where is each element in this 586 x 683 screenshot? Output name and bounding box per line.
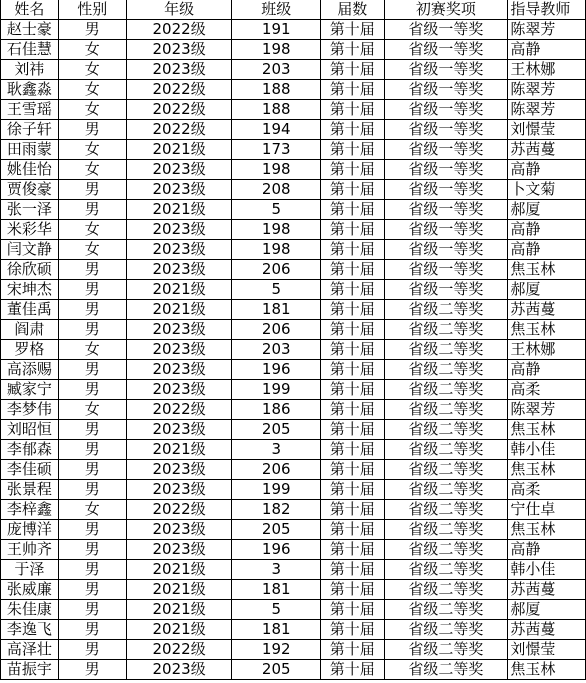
cell-gender: 男 <box>58 280 126 300</box>
cell-teacher: 宁仕卓 <box>508 500 586 520</box>
cell-session: 第十届 <box>321 300 385 320</box>
table-row <box>1 200 586 220</box>
cell-class: 206 <box>232 460 321 480</box>
cell-name: 李梓鑫 <box>1 500 59 520</box>
cell-award: 省级二等奖 <box>384 400 508 420</box>
cell-session: 第十届 <box>321 660 385 680</box>
cell-name: 李梦伟 <box>1 400 59 420</box>
table-row <box>1 360 586 380</box>
cell-name: 赵士豪 <box>1 20 59 40</box>
cell-teacher: 焦玉林 <box>508 660 586 680</box>
cell-teacher: 高柔 <box>508 480 586 500</box>
cell-class: 3 <box>232 560 321 580</box>
header-class: 班级 <box>232 0 321 20</box>
cell-session: 第十届 <box>321 600 385 620</box>
cell-name: 李逸飞 <box>1 620 59 640</box>
cell-session: 第十届 <box>321 220 385 240</box>
cell-session: 第十届 <box>321 400 385 420</box>
cell-class: 208 <box>232 180 321 200</box>
cell-name: 张威廉 <box>1 580 59 600</box>
cell-grade: 2022级 <box>126 20 232 40</box>
cell-award: 省级二等奖 <box>384 300 508 320</box>
cell-gender: 女 <box>58 100 126 120</box>
cell-teacher: 苏茜蔓 <box>508 140 586 160</box>
cell-award: 省级二等奖 <box>384 380 508 400</box>
cell-session: 第十届 <box>321 500 385 520</box>
cell-gender: 男 <box>58 420 126 440</box>
cell-gender: 女 <box>58 80 126 100</box>
cell-award: 省级二等奖 <box>384 580 508 600</box>
cell-award: 省级一等奖 <box>384 180 508 200</box>
cell-session: 第十届 <box>321 440 385 460</box>
cell-award: 省级一等奖 <box>384 60 508 80</box>
cell-teacher: 郝厦 <box>508 200 586 220</box>
table-row <box>1 660 586 680</box>
cell-award: 省级二等奖 <box>384 620 508 640</box>
cell-session: 第十届 <box>321 460 385 480</box>
cell-teacher: 焦玉林 <box>508 520 586 540</box>
cell-grade: 2023级 <box>126 660 232 680</box>
cell-award: 省级二等奖 <box>384 520 508 540</box>
cell-session: 第十届 <box>321 240 385 260</box>
cell-grade: 2023级 <box>126 540 232 560</box>
cell-session: 第十届 <box>321 380 385 400</box>
cell-class: 181 <box>232 580 321 600</box>
cell-gender: 男 <box>58 540 126 560</box>
cell-grade: 2021级 <box>126 580 232 600</box>
cell-gender: 男 <box>58 20 126 40</box>
cell-session: 第十届 <box>321 360 385 380</box>
cell-name: 田雨蒙 <box>1 140 59 160</box>
cell-gender: 男 <box>58 320 126 340</box>
cell-class: 173 <box>232 140 321 160</box>
cell-name: 于泽 <box>1 560 59 580</box>
cell-grade: 2023级 <box>126 240 232 260</box>
table-row <box>1 640 586 660</box>
cell-grade: 2021级 <box>126 440 232 460</box>
cell-session: 第十届 <box>321 480 385 500</box>
cell-gender: 男 <box>58 560 126 580</box>
cell-teacher: 郝厦 <box>508 600 586 620</box>
cell-gender: 男 <box>58 360 126 380</box>
cell-session: 第十届 <box>321 260 385 280</box>
cell-teacher: 刘憬莹 <box>508 640 586 660</box>
cell-gender: 男 <box>58 640 126 660</box>
cell-name: 李佳硕 <box>1 460 59 480</box>
cell-class: 206 <box>232 260 321 280</box>
cell-grade: 2022级 <box>126 500 232 520</box>
cell-award: 省级二等奖 <box>384 660 508 680</box>
cell-gender: 男 <box>58 620 126 640</box>
cell-class: 199 <box>232 380 321 400</box>
table-row <box>1 280 586 300</box>
cell-gender: 男 <box>58 200 126 220</box>
cell-teacher: 陈翠芳 <box>508 20 586 40</box>
cell-session: 第十届 <box>321 200 385 220</box>
cell-class: 205 <box>232 660 321 680</box>
table-row <box>1 60 586 80</box>
cell-gender: 女 <box>58 60 126 80</box>
cell-name: 耿鑫淼 <box>1 80 59 100</box>
cell-grade: 2023级 <box>126 260 232 280</box>
cell-class: 188 <box>232 80 321 100</box>
cell-grade: 2022级 <box>126 120 232 140</box>
cell-teacher: 焦玉林 <box>508 320 586 340</box>
cell-gender: 男 <box>58 380 126 400</box>
cell-teacher: 王林娜 <box>508 340 586 360</box>
cell-gender: 男 <box>58 260 126 280</box>
cell-gender: 男 <box>58 660 126 680</box>
cell-class: 205 <box>232 520 321 540</box>
cell-session: 第十届 <box>321 340 385 360</box>
cell-teacher: 苏茜蔓 <box>508 580 586 600</box>
cell-award: 省级二等奖 <box>384 460 508 480</box>
table-row <box>1 520 586 540</box>
cell-gender: 男 <box>58 600 126 620</box>
cell-award: 省级二等奖 <box>384 440 508 460</box>
table-row <box>1 240 586 260</box>
header-name: 姓名 <box>1 0 59 20</box>
cell-class: 203 <box>232 340 321 360</box>
cell-grade: 2023级 <box>126 360 232 380</box>
cell-name: 王帅齐 <box>1 540 59 560</box>
cell-session: 第十届 <box>321 120 385 140</box>
cell-name: 徐欣硕 <box>1 260 59 280</box>
cell-gender: 男 <box>58 300 126 320</box>
cell-class: 188 <box>232 100 321 120</box>
table-row <box>1 540 586 560</box>
cell-class: 198 <box>232 40 321 60</box>
cell-class: 203 <box>232 60 321 80</box>
cell-teacher: 高静 <box>508 40 586 60</box>
cell-session: 第十届 <box>321 160 385 180</box>
cell-grade: 2023级 <box>126 180 232 200</box>
cell-name: 刘昭恒 <box>1 420 59 440</box>
table-row <box>1 620 586 640</box>
cell-grade: 2021级 <box>126 620 232 640</box>
cell-name: 米彩华 <box>1 220 59 240</box>
header-teacher: 指导教师 <box>508 0 586 20</box>
table-row <box>1 500 586 520</box>
cell-teacher: 韩小佳 <box>508 560 586 580</box>
cell-grade: 2021级 <box>126 140 232 160</box>
table-row <box>1 20 586 40</box>
table-row <box>1 400 586 420</box>
cell-award: 省级二等奖 <box>384 500 508 520</box>
cell-award: 省级二等奖 <box>384 420 508 440</box>
cell-class: 186 <box>232 400 321 420</box>
cell-gender: 女 <box>58 340 126 360</box>
cell-teacher: 陈翠芳 <box>508 400 586 420</box>
table-row <box>1 460 586 480</box>
table-row <box>1 300 586 320</box>
cell-teacher: 苏茜蔓 <box>508 300 586 320</box>
cell-gender: 男 <box>58 520 126 540</box>
header-row <box>1 0 586 20</box>
cell-gender: 女 <box>58 40 126 60</box>
cell-class: 191 <box>232 20 321 40</box>
cell-name: 徐子轩 <box>1 120 59 140</box>
cell-award: 省级二等奖 <box>384 640 508 660</box>
cell-award: 省级二等奖 <box>384 600 508 620</box>
cell-class: 5 <box>232 280 321 300</box>
table-row <box>1 380 586 400</box>
cell-grade: 2023级 <box>126 380 232 400</box>
table-row <box>1 600 586 620</box>
cell-name: 王雪瑶 <box>1 100 59 120</box>
header-session: 届数 <box>321 0 385 20</box>
cell-gender: 男 <box>58 120 126 140</box>
cell-award: 省级一等奖 <box>384 140 508 160</box>
cell-session: 第十届 <box>321 280 385 300</box>
cell-name: 李郁森 <box>1 440 59 460</box>
cell-grade: 2021级 <box>126 560 232 580</box>
cell-session: 第十届 <box>321 20 385 40</box>
cell-award: 省级一等奖 <box>384 20 508 40</box>
cell-award: 省级一等奖 <box>384 160 508 180</box>
cell-class: 5 <box>232 600 321 620</box>
cell-gender: 女 <box>58 500 126 520</box>
cell-class: 194 <box>232 120 321 140</box>
header-gender: 性别 <box>58 0 126 20</box>
cell-class: 192 <box>232 640 321 660</box>
table-body <box>1 20 586 680</box>
cell-teacher: 郝厦 <box>508 280 586 300</box>
cell-class: 196 <box>232 360 321 380</box>
cell-class: 199 <box>232 480 321 500</box>
cell-gender: 男 <box>58 580 126 600</box>
cell-gender: 男 <box>58 480 126 500</box>
cell-class: 182 <box>232 500 321 520</box>
cell-name: 庞博洋 <box>1 520 59 540</box>
cell-award: 省级一等奖 <box>384 220 508 240</box>
cell-session: 第十届 <box>321 640 385 660</box>
cell-grade: 2023级 <box>126 320 232 340</box>
header-award: 初赛奖项 <box>384 0 508 20</box>
cell-gender: 女 <box>58 160 126 180</box>
cell-class: 198 <box>232 240 321 260</box>
cell-grade: 2023级 <box>126 520 232 540</box>
cell-grade: 2021级 <box>126 200 232 220</box>
cell-session: 第十届 <box>321 140 385 160</box>
cell-class: 5 <box>232 200 321 220</box>
cell-grade: 2023级 <box>126 160 232 180</box>
cell-teacher: 焦玉林 <box>508 420 586 440</box>
cell-name: 苗振宇 <box>1 660 59 680</box>
cell-teacher: 高静 <box>508 220 586 240</box>
cell-session: 第十届 <box>321 420 385 440</box>
cell-award: 省级二等奖 <box>384 560 508 580</box>
cell-grade: 2022级 <box>126 100 232 120</box>
cell-name: 姚佳怡 <box>1 160 59 180</box>
cell-name: 宋坤杰 <box>1 280 59 300</box>
cell-award: 省级一等奖 <box>384 80 508 100</box>
cell-class: 206 <box>232 320 321 340</box>
cell-teacher: 陈翠芳 <box>508 80 586 100</box>
cell-grade: 2023级 <box>126 480 232 500</box>
table-row <box>1 120 586 140</box>
cell-grade: 2021级 <box>126 600 232 620</box>
cell-award: 省级一等奖 <box>384 240 508 260</box>
cell-gender: 男 <box>58 180 126 200</box>
cell-session: 第十届 <box>321 540 385 560</box>
cell-class: 181 <box>232 300 321 320</box>
cell-teacher: 陈翠芳 <box>508 100 586 120</box>
cell-award: 省级二等奖 <box>384 540 508 560</box>
cell-teacher: 高静 <box>508 240 586 260</box>
cell-teacher: 王林娜 <box>508 60 586 80</box>
cell-grade: 2023级 <box>126 340 232 360</box>
cell-teacher: 卜文菊 <box>508 180 586 200</box>
cell-gender: 男 <box>58 460 126 480</box>
table-row <box>1 140 586 160</box>
cell-teacher: 高柔 <box>508 380 586 400</box>
table-row <box>1 480 586 500</box>
cell-teacher: 高静 <box>508 360 586 380</box>
cell-teacher: 焦玉林 <box>508 260 586 280</box>
cell-session: 第十届 <box>321 100 385 120</box>
cell-name: 董佳禹 <box>1 300 59 320</box>
cell-session: 第十届 <box>321 520 385 540</box>
cell-name: 贾俊豪 <box>1 180 59 200</box>
cell-teacher: 刘憬莹 <box>508 120 586 140</box>
cell-grade: 2022级 <box>126 640 232 660</box>
cell-award: 省级一等奖 <box>384 200 508 220</box>
table-row <box>1 160 586 180</box>
cell-session: 第十届 <box>321 80 385 100</box>
cell-teacher: 韩小佳 <box>508 440 586 460</box>
cell-award: 省级一等奖 <box>384 120 508 140</box>
table-row <box>1 220 586 240</box>
cell-session: 第十届 <box>321 580 385 600</box>
cell-grade: 2023级 <box>126 60 232 80</box>
cell-grade: 2023级 <box>126 420 232 440</box>
table-row <box>1 320 586 340</box>
cell-grade: 2023级 <box>126 460 232 480</box>
table-row <box>1 40 586 60</box>
cell-name: 高泽壮 <box>1 640 59 660</box>
table-row <box>1 80 586 100</box>
cell-name: 罗格 <box>1 340 59 360</box>
cell-award: 省级二等奖 <box>384 340 508 360</box>
cell-class: 196 <box>232 540 321 560</box>
cell-session: 第十届 <box>321 320 385 340</box>
table-row <box>1 340 586 360</box>
cell-class: 198 <box>232 160 321 180</box>
cell-name: 阎肃 <box>1 320 59 340</box>
cell-teacher: 焦玉林 <box>508 460 586 480</box>
cell-class: 3 <box>232 440 321 460</box>
cell-grade: 2021级 <box>126 300 232 320</box>
cell-grade: 2022级 <box>126 80 232 100</box>
cell-name: 高添赐 <box>1 360 59 380</box>
cell-name: 石佳慧 <box>1 40 59 60</box>
cell-teacher: 苏茜蔓 <box>508 620 586 640</box>
cell-session: 第十届 <box>321 60 385 80</box>
cell-award: 省级二等奖 <box>384 360 508 380</box>
cell-name: 闫文静 <box>1 240 59 260</box>
table-row <box>1 100 586 120</box>
cell-teacher: 高静 <box>508 160 586 180</box>
cell-class: 205 <box>232 420 321 440</box>
table-row <box>1 260 586 280</box>
cell-award: 省级二等奖 <box>384 320 508 340</box>
cell-gender: 女 <box>58 140 126 160</box>
cell-award: 省级一等奖 <box>384 280 508 300</box>
cell-gender: 女 <box>58 220 126 240</box>
cell-grade: 2021级 <box>126 280 232 300</box>
cell-class: 181 <box>232 620 321 640</box>
cell-session: 第十届 <box>321 180 385 200</box>
cell-grade: 2022级 <box>126 400 232 420</box>
cell-award: 省级二等奖 <box>384 480 508 500</box>
cell-session: 第十届 <box>321 620 385 640</box>
cell-gender: 女 <box>58 400 126 420</box>
cell-gender: 女 <box>58 240 126 260</box>
cell-grade: 2023级 <box>126 220 232 240</box>
cell-name: 刘祎 <box>1 60 59 80</box>
cell-name: 张一泽 <box>1 200 59 220</box>
cell-name: 朱佳康 <box>1 600 59 620</box>
cell-name: 臧家宁 <box>1 380 59 400</box>
header-grade: 年级 <box>126 0 232 20</box>
cell-grade: 2023级 <box>126 40 232 60</box>
table-row <box>1 440 586 460</box>
cell-gender: 男 <box>58 440 126 460</box>
table-row <box>1 580 586 600</box>
table-row <box>1 420 586 440</box>
cell-session: 第十届 <box>321 40 385 60</box>
cell-session: 第十届 <box>321 560 385 580</box>
cell-award: 省级一等奖 <box>384 100 508 120</box>
cell-award: 省级一等奖 <box>384 40 508 60</box>
cell-award: 省级一等奖 <box>384 260 508 280</box>
cell-teacher: 高静 <box>508 540 586 560</box>
table-row <box>1 560 586 580</box>
table-row <box>1 180 586 200</box>
cell-name: 张景程 <box>1 480 59 500</box>
cell-class: 198 <box>232 220 321 240</box>
